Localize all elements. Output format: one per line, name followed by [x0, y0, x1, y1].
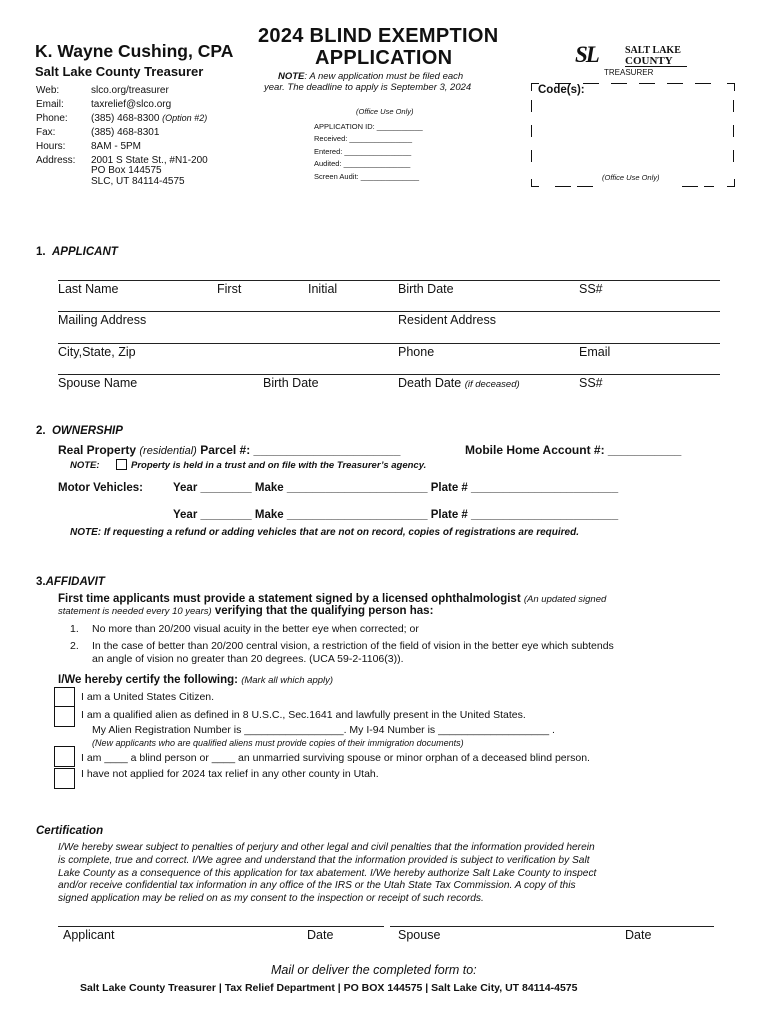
applicant-row4-line[interactable] [58, 374, 720, 375]
vehicle-line-1[interactable]: Year ________ Make ______________________ Plate # _______________________ [173, 482, 619, 494]
form-title-line2: APPLICATION [315, 47, 453, 69]
parcel-field[interactable]: Parcel #: ______________________ [200, 443, 401, 457]
label-spouse-birth-date: Birth Date [263, 376, 319, 390]
contact-fax-label: Fax: [36, 127, 56, 138]
checkbox-blind-person[interactable] [54, 746, 75, 767]
section-ownership-heading [36, 425, 123, 437]
vehicle-line-2[interactable]: Year ________ Make ______________________ Plate # _______________________ [173, 509, 619, 521]
criteria-2-text: In the case of better than 20/200 central vision, a restriction of the field of vision in the better eye which subtends [92, 640, 614, 652]
check-no-other-county-label: I have not applied for 2024 tax relief in any other county in Utah. [81, 768, 379, 780]
contact-fax-value: (385) 468-8301 [91, 127, 160, 138]
check-blind-person-label: I am ____ a blind person or ____ an unmarried surviving spouse or minor orphan of a deceased blind person. [81, 752, 590, 764]
section-applicant-heading [36, 246, 118, 258]
treasurer-office: Salt Lake County Treasurer [35, 64, 204, 79]
contact-address-label: Address: [36, 155, 76, 166]
contact-hours-label: Hours: [36, 141, 66, 152]
trust-note-label: NOTE: [70, 460, 100, 471]
intro-italic: (An updated signed [523, 594, 607, 605]
note-label: NOTE [278, 71, 305, 82]
trust-checkbox[interactable] [116, 459, 127, 470]
applicant-row2-line[interactable] [58, 311, 720, 312]
applicant-row1-line[interactable] [58, 280, 720, 281]
contact-email-value: taxrelief@slco.org [91, 99, 172, 110]
mobile-home-field[interactable]: Mobile Home Account #: ___________ [465, 443, 682, 457]
certification-line-1: I/We hereby swear subject to penalties of perjury and other legal and civil penalties that the information provided herein [58, 842, 595, 853]
residential-note: (residential) [139, 445, 197, 457]
contact-email-label: Email: [36, 99, 64, 110]
label-resident-address: Resident Address [398, 313, 496, 327]
mailing-address-footer: Salt Lake County Treasurer | Tax Relief Department | PO BOX 144575 | Salt Lake City, UT 84114-4575 [80, 982, 578, 994]
sig-label-date-2: Date [625, 928, 652, 942]
contact-web-value: slco.org/treasurer [91, 85, 169, 96]
phone-option-note: (Option #2) [162, 113, 208, 123]
checkbox-qualified-alien[interactable] [54, 706, 75, 727]
label-initial: Initial [308, 282, 338, 296]
logo-line1: SALT LAKE [625, 45, 681, 56]
form-title-line1: 2024 BLIND EXEMPTION [258, 25, 499, 47]
applicant-signature-line[interactable] [58, 926, 384, 927]
real-property-label: Real Property [58, 443, 137, 457]
refund-note: NOTE: If requesting a refund or adding vehicles that are not on record, copies of registrations are required. [70, 527, 579, 538]
label-birth-date: Birth Date [398, 282, 454, 296]
deadline-note-line1 [278, 71, 463, 82]
section-number: 2. [36, 425, 46, 437]
logo-line2: COUNTY [625, 55, 673, 67]
certification-heading: Certification [36, 825, 104, 837]
label-death-date [398, 376, 520, 390]
criteria-2-num: 2. [70, 640, 79, 652]
contact-address-value: 2001 S State St., #N1-200 [91, 155, 208, 166]
office-use-title: (Office Use Only) [356, 107, 414, 116]
sig-label-date-1: Date [307, 928, 334, 942]
contact-address-line2: PO Box 144575 [91, 165, 162, 176]
section-number: 3. [36, 576, 46, 588]
criteria-1-text: No more than 20/200 visual acuity in the better eye when corrected; or [92, 623, 419, 635]
certify-italic: (Mark all which apply) [241, 675, 334, 686]
certification-line-5: signed application may be relied on as my consent to the inspection or receipt of such records. [58, 893, 484, 904]
criteria-2-text-cont: an angle of vision no greater than 20 degrees. (UCA 59-2-1106(3)). [92, 653, 404, 665]
office-field-app-id: APPLICATION ID: ___________ [314, 122, 423, 131]
codes-footer: (Office Use Only) [602, 173, 660, 182]
section-number: 1. [36, 246, 46, 258]
affidavit-intro-line1 [58, 593, 606, 605]
motor-vehicles-label: Motor Vehicles: [58, 482, 143, 494]
intro-bold: First time applicants must provide a statement signed by a licensed ophthalmologist [58, 593, 521, 605]
contact-address-line3: SLC, UT 84114-4575 [91, 176, 185, 187]
spouse-signature-line[interactable] [390, 926, 714, 927]
label-spouse-ssn: SS# [579, 376, 603, 390]
section-title: AFFIDAVIT [45, 576, 105, 588]
alien-registration-fields[interactable]: My Alien Registration Number is _________________. My I-94 Number is ___________________ . [92, 724, 555, 736]
applicant-row3-line[interactable] [58, 343, 720, 344]
if-deceased-note: (if deceased) [464, 379, 520, 390]
label-mailing-address: Mailing Address [58, 313, 147, 327]
certification-line-3: Lake County as a consequence of this application for tax abatement. I/We hereby authorize Salt Lake County to inspect [58, 868, 597, 879]
codes-label: Code(s): [538, 84, 585, 96]
contact-hours-value: 8AM - 5PM [91, 141, 142, 152]
label-ssn: SS# [579, 282, 603, 296]
criteria-1-num: 1. [70, 623, 79, 635]
label-email: Email [579, 345, 611, 359]
intro-italic2: statement is needed every 10 years) [58, 606, 212, 617]
office-field-entered: Entered: ________________ [314, 147, 412, 156]
note-text: : A new application must be filed each [304, 71, 464, 82]
certification-line-2: is complete, true and correct. I/We agree and understand that the information provided is subject to verification by Salt [58, 855, 590, 866]
office-field-audited: Audited: ________________ [314, 159, 411, 168]
check-qualified-alien-label: I am a qualified alien as defined in 8 U.S.C., Sec.1641 and lawfully present in the United States. [81, 709, 526, 721]
contact-phone-value [91, 113, 207, 124]
office-field-received: Received: _______________ [314, 134, 413, 143]
certify-heading [58, 674, 333, 686]
office-field-screen-audit: Screen Audit: ______________ [314, 172, 420, 181]
deadline-note-line2: year. The deadline to apply is September 3, 2024 [264, 82, 472, 93]
contact-phone-label: Phone: [36, 113, 68, 124]
certify-bold: I/We hereby certify the following: [58, 674, 238, 686]
alien-docs-note: (New applicants who are qualified aliens must provide copies of their immigration documents) [92, 738, 464, 748]
section-title: OWNERSHIP [51, 425, 123, 437]
label-last-name: Last Name [58, 282, 119, 296]
trust-note-text: Property is held in a trust and on file with the Treasurer’s agency. [131, 460, 427, 471]
real-property-line [58, 443, 400, 457]
section-title: APPLICANT [51, 246, 118, 258]
mail-instruction: Mail or deliver the completed form to: [271, 963, 477, 977]
section-affidavit-heading [36, 576, 105, 588]
phone-number: (385) 468-8300 [91, 113, 160, 124]
label-first: First [217, 282, 242, 296]
sig-label-applicant: Applicant [63, 928, 115, 942]
certification-line-4: and/or receive confidential tax information in any office of the IRS or the Utah State Tax Commission. A copy of this [58, 880, 576, 891]
label-city-state-zip: City,State, Zip [58, 345, 136, 359]
sig-label-spouse: Spouse [398, 928, 441, 942]
logo-line3: TREASURER [604, 68, 654, 77]
checkbox-no-other-county[interactable] [54, 768, 75, 789]
intro-bold2: verifying that the qualifying person has: [214, 605, 434, 617]
affidavit-intro-line2 [58, 605, 433, 617]
logo-mark: SL [575, 42, 598, 67]
treasurer-name: K. Wayne Cushing, CPA [35, 41, 234, 61]
contact-web-label: Web: [36, 85, 60, 96]
check-us-citizen-label: I am a United States Citizen. [81, 691, 215, 703]
checkbox-us-citizen[interactable] [54, 687, 75, 708]
label-spouse-name: Spouse Name [58, 376, 138, 390]
label-phone: Phone [398, 345, 435, 359]
death-date-text: Death Date [398, 376, 462, 390]
